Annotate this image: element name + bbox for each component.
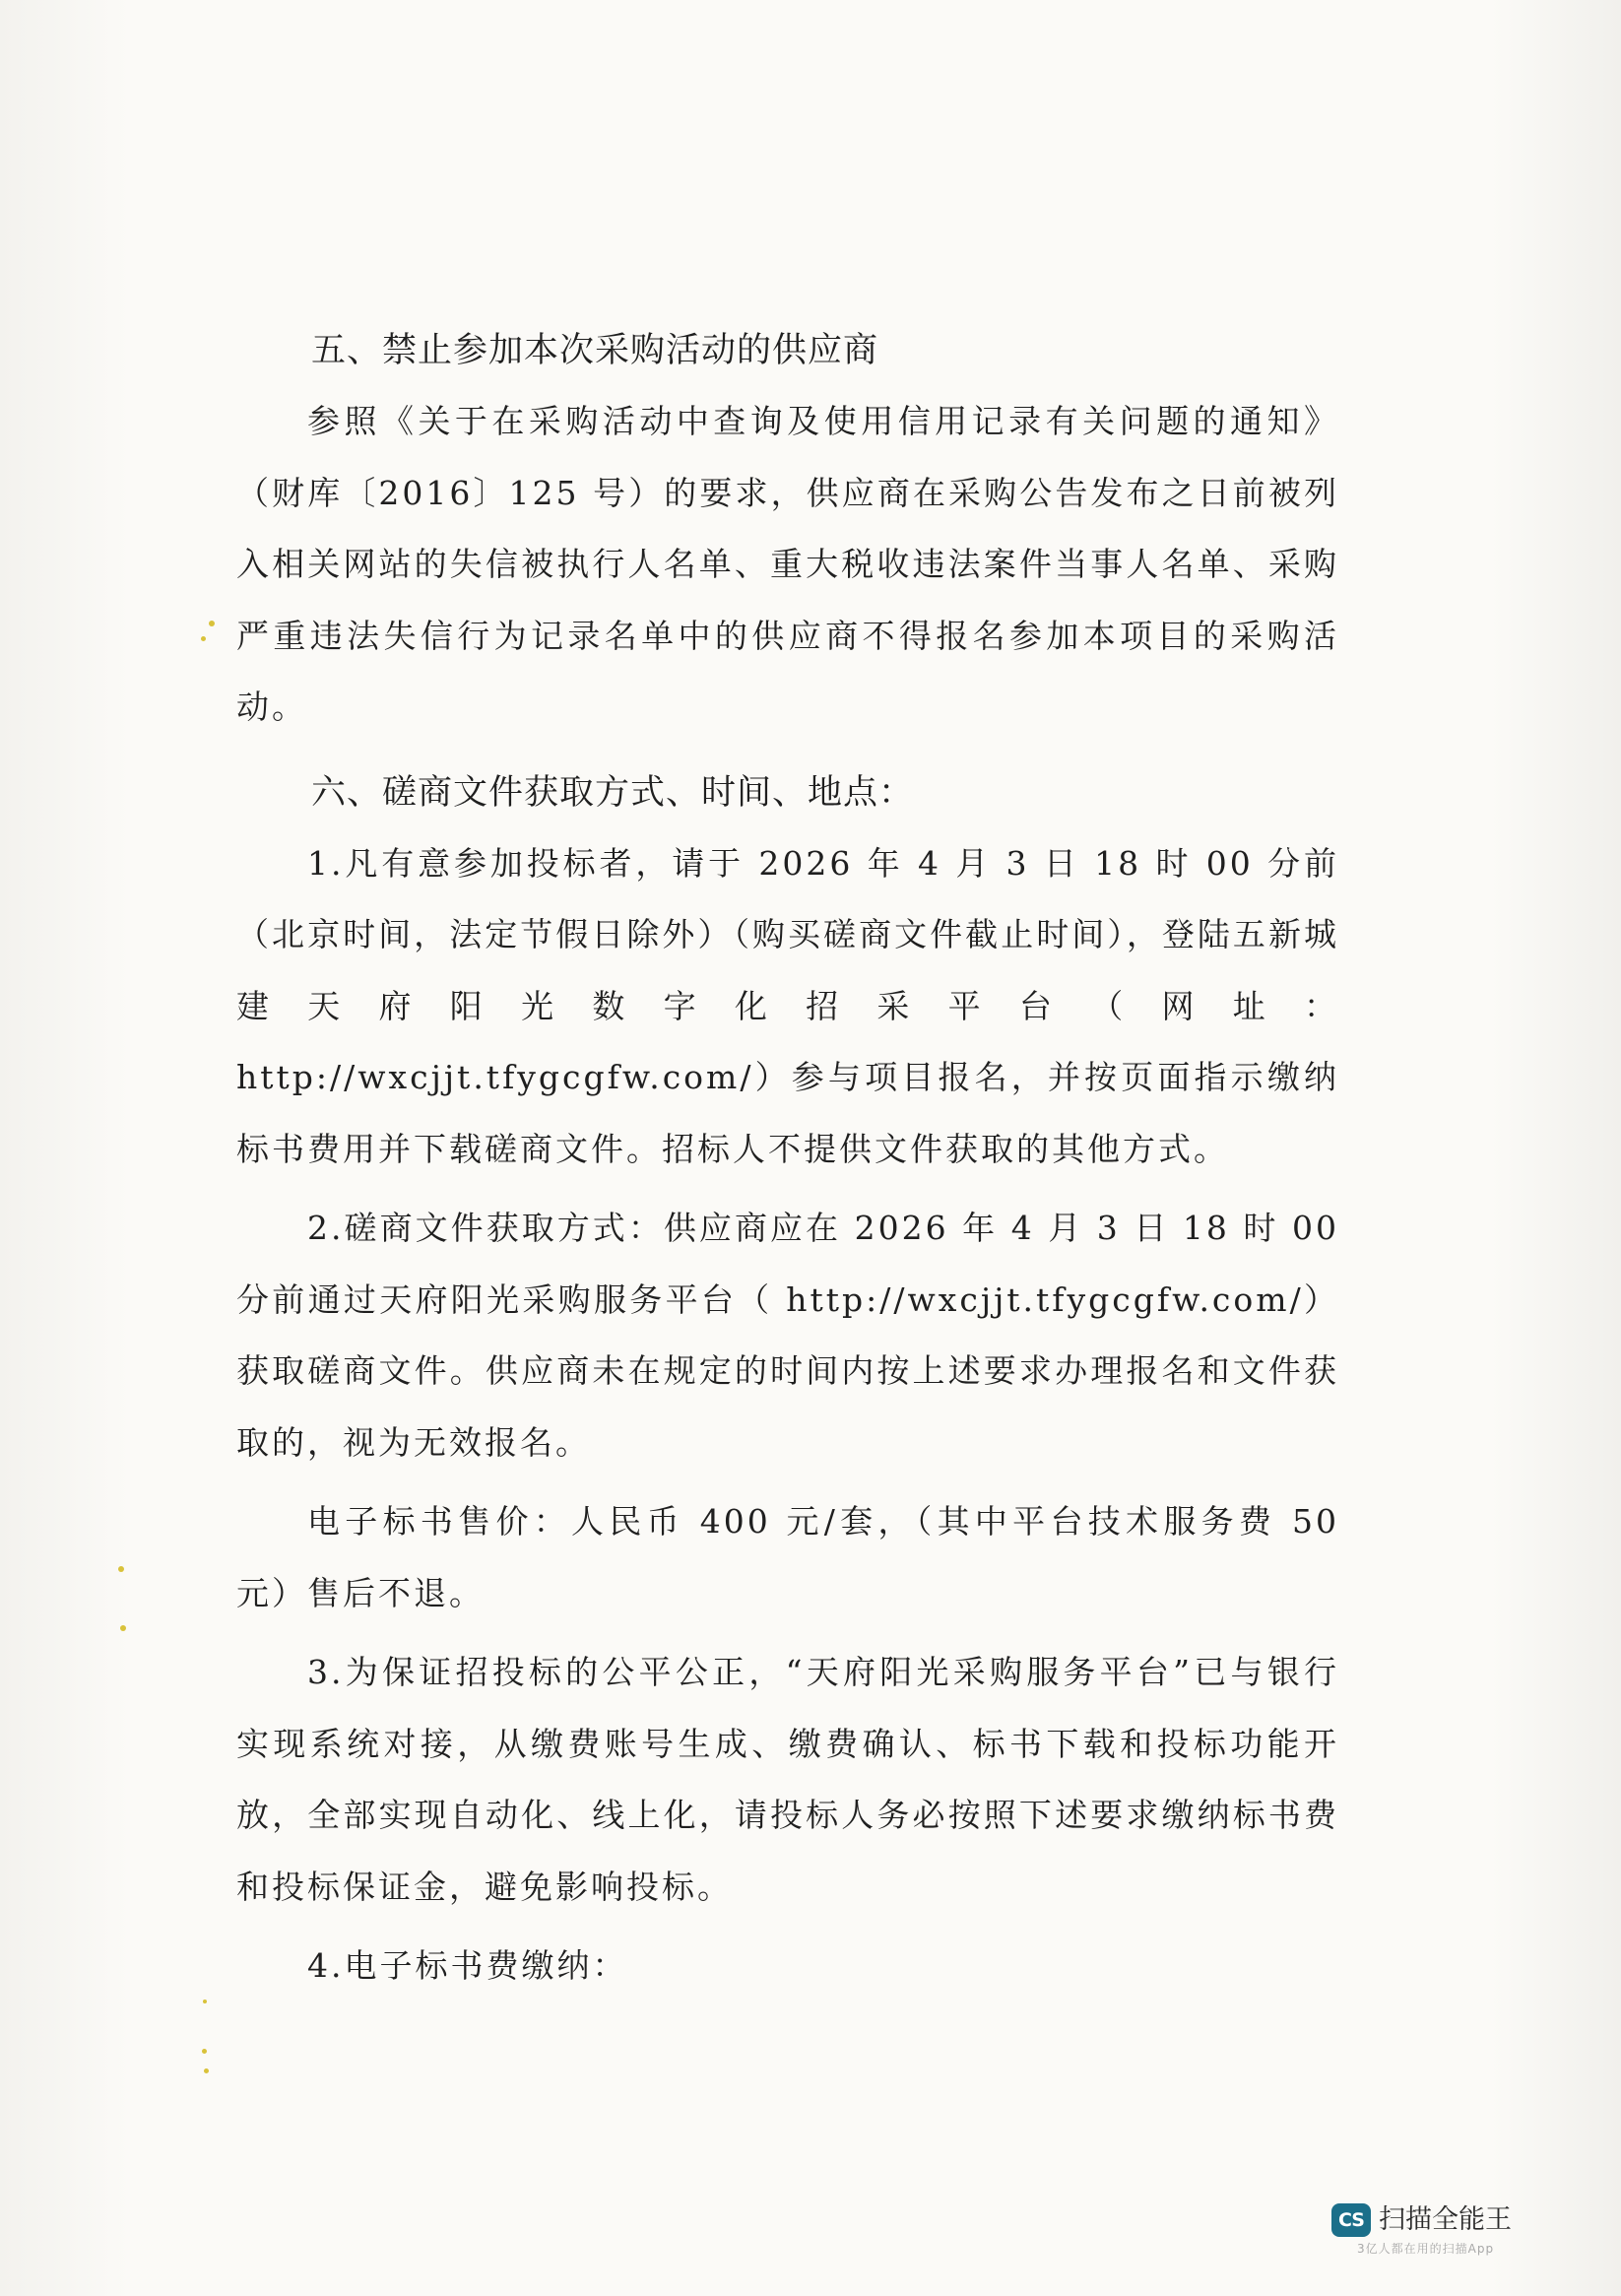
- scan-speck: [202, 2049, 207, 2054]
- section-6-heading: 六、磋商文件获取方式、时间、地点：: [311, 772, 915, 813]
- camscanner-logo-icon: CS: [1331, 2203, 1371, 2237]
- scanner-watermark: [1331, 2201, 1519, 2261]
- document-body: [236, 315, 1339, 2002]
- section-5-paragraph: 参照《关于在采购活动中查询及使用信用记录有关问题的通知》（财库〔2016〕125 号）的要求，供应商在采购公告发布之日前被列入相关网站的失信被执行人名单、重大税收违法案件当事人名单、采购严重违法失信行为记录名单中的供应商不得报名参加本项目的采购活动。: [236, 402, 1339, 726]
- scan-speck: [118, 1566, 124, 1572]
- section-6-item-1: 1.凡有意参加投标者，请于 2026 年 4 月 3 日 18 时 00 分前（北京时间，法定节假日除外）（购买磋商文件截止时间），登陆五新城建天府阳光数字化招采平台（网址：http://wxcjjt.tfygcgfw.com/）参与项目报名，并按页面指示缴纳标书费用并下载磋商文件。招标人不提供文件获取的其他方式。: [236, 843, 1339, 1168]
- watermark-subtitle: 3亿人都在用的扫描App: [1357, 2242, 1495, 2256]
- section-5-heading: 五、禁止参加本次采购活动的供应商: [311, 331, 879, 370]
- scan-speck: [204, 2068, 209, 2073]
- section-6-item-4: 4.电子标书费缴纳：: [307, 1946, 628, 1985]
- watermark-title: 扫描全能王: [1379, 2204, 1512, 2235]
- section-6-price: 电子标书售价：人民币 400 元/套，（其中平台技术服务费 50 元）售后不退。: [236, 1502, 1339, 1612]
- section-6-item-3: 3.为保证招投标的公平公正，“天府阳光采购服务平台”已与银行实现系统对接，从缴费账号生成、缴费确认、标书下载和投标功能开放，全部实现自动化、线上化，请投标人务必按照下述要求缴纳标书费和投标保证金，避免影响投标。: [236, 1653, 1339, 1906]
- scan-speck: [209, 621, 215, 626]
- scan-speck: [201, 636, 206, 641]
- scan-speck: [120, 1625, 126, 1631]
- scan-speck: [203, 2000, 207, 2003]
- section-6-item-2: 2.磋商文件获取方式：供应商应在 2026 年 4 月 3 日 18 时 00 分前通过天府阳光采购服务平台（ http://wxcjjt.tfygcgfw.com/）获取磋商文件。供应商未在规定的时间内按上述要求办理报名和文件获取的，视为无效报名。: [236, 1209, 1339, 1462]
